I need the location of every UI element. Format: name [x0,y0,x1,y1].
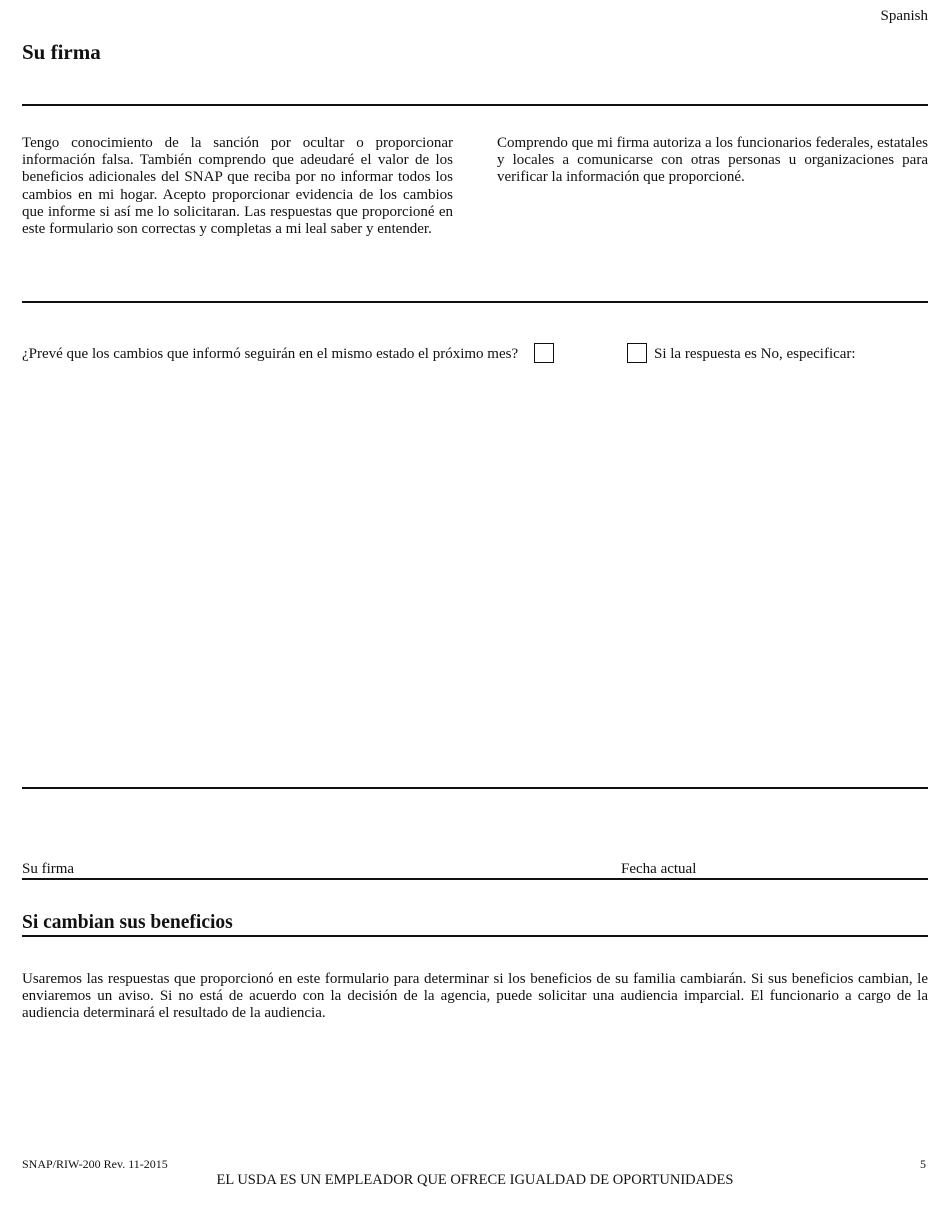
benefits-change-text: Usaremos las respuestas que proporcionó en este formulario para determinar si los beneficios de su familia cambiarán. Si sus beneficios cambian, le enviaremos un aviso. Si no está de acuerdo con la decisión de la agencia, puede solicitar una audiencia imparcial. El funcionario a cargo de la audiencia determinará el resultado de la audiencia. [22,971,928,1022]
authorization-text: Comprendo que mi firma autoriza a los funcionarios federales, estatales y locales a comunicarse con otras personas u organizaciones para verificar la información que proporcioné. [497,135,928,186]
eeo-statement: EL USDA ES UN EMPLEADOR QUE OFRECE IGUALDAD DE OPORTUNIDADES [216,1172,734,1188]
benefits-section-title: Si cambian sus beneficios [22,912,233,933]
divider [22,935,928,937]
specify-answer-area[interactable] [22,372,928,782]
form-code: SNAP/RIW-200 Rev. 11-2015 [22,1157,168,1171]
signature-field[interactable] [22,815,612,877]
divider [22,104,928,106]
signature-section-title: Su firma [22,40,101,64]
no-checkbox[interactable] [627,343,647,363]
divider [22,301,928,303]
divider [22,787,928,789]
penalty-acknowledgement-text: Tengo conocimiento de la sanción por ocultar o proporcionar información falsa. También comprendo que adeudaré el valor de los beneficios adicionales del SNAP que reciba por no informar todos los cambios en mi hogar. Acepto proporcionar evidencia de los cambios que informe si así me lo solicitaran. Las respuestas que proporcioné en este formulario son correctas y completas a mi leal saber y entender. [22,135,453,238]
date-label: Fecha actual [621,861,697,877]
language-label: Spanish [880,8,928,24]
page-number: 5 [920,1157,926,1171]
signature-line [22,878,928,880]
yes-checkbox[interactable] [534,343,554,363]
signature-label: Su firma [22,861,75,877]
specify-label: Si la respuesta es No, especificar: [654,346,856,362]
same-status-question: ¿Prevé que los cambios que informó seguirán en el mismo estado el próximo mes? [22,346,519,362]
